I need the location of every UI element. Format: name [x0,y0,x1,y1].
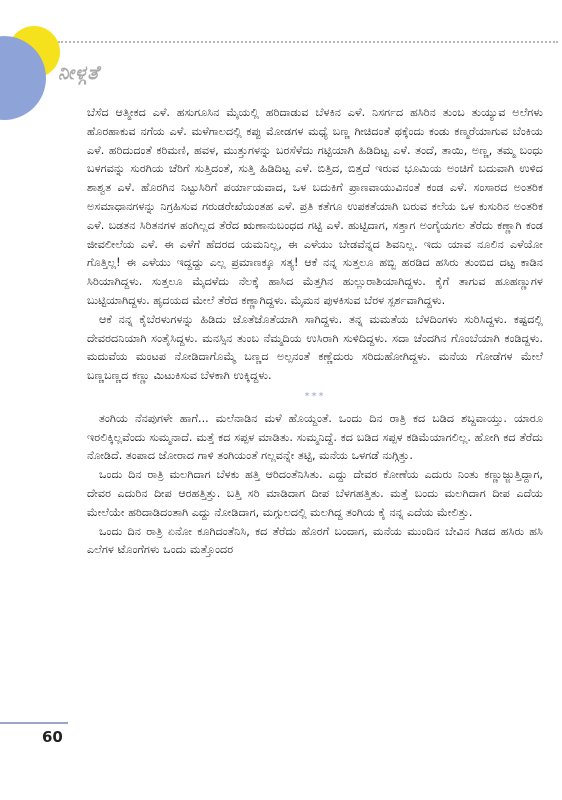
footer-rule [0,722,68,724]
header-dotted-rule [58,41,558,43]
paragraph: ಒಂದು ದಿನ ರಾತ್ರಿ ಮಲಗಿದಾಗ ಬೆಳಕು ಹತ್ತಿ ಆರಿದಂತೆನಿಸಿತು. ಎದ್ದು ದೇವರ ಕೋಣೆಯ ಎದುರು ನಿಂತು ಕಣ್ಣುಜ್ಜುತ್ತಿದ್ದಾಗ, ದೇವರ ಎದುರಿನ ದೀಪ ಆರಹತ್ತಿತ್ತು. ಬತ್ತಿ ಸರಿ ಮಾಡಿದಾಗ ದೀಪ ಬೆಳಗಹತ್ತಿತು. ಮತ್ತೆ ಬಂದು ಮಲಗಿದಾಗ ದೀಪ ಎದೆಯ ಮೇಲೆಯೇ ಹರಿದಾಡಿದಂತಾಗಿ ಎದ್ದು ನೋಡಿದಾಗ, ಮಗ್ಗುಲದಲ್ಲಿ ಮಲಗಿದ್ದ ತಂಗಿಯ ಕೈ ನನ್ನ ಎದೆಯ ಮೇಲಿತ್ತು. [87,468,543,519]
article-body [87,104,543,560]
section-title: ನೀಳ್ಗತೆ [58,62,100,84]
paragraph: ತಂಗಿಯ ನೆನಪುಗಳೇ ಹಾಗೆ... ಮಲೆನಾಡಿನ ಮಳೆ ಹೊಯ್ದಂತೆ. ಒಂದು ದಿನ ರಾತ್ರಿ ಕದ ಬಡಿದ ಶಬ್ದವಾಯ್ತು. ಯಾರೂ ಇರಲಿಕ್ಕಿಲ್ಲವೆಂದು ಸುಮ್ಮನಾದೆ. ಮತ್ತೆ ಕದ ಸಪ್ಪಳ ಮಾಡಿತು. ಸುಮ್ಮನಿದ್ದೆ. ಕದ ಬಡಿದ ಸಪ್ಪಳ ಕಡಿಮೆಯಾಗಲಿಲ್ಲ. ಹೋಗಿ ಕದ ತೆರೆದು ನೋಡಿದೆ. ತಂಪಾದ ಜೋರಾದ ಗಾಳಿ ತಂಗಿಯಂತೆ ಗಲ್ಲವನ್ನೇ ತಟ್ಟಿ, ಮನೆಯ ಒಳಗಡೆ ನುಗ್ಗಿತ್ತು. [87,411,543,463]
paragraph: ಒಂದು ದಿನ ರಾತ್ರಿ ಏನೋ ಕೂಗಿದಂತೆನಿಸಿ, ಕದ ತೆರೆದು ಹೊರಗೆ ಬಂದಾಗ, ಮನೆಯ ಮುಂದಿನ ಬೇವಿನ ಗಿಡದ ಹಸಿರು ಹಸಿ ಎಲೆಗಳ ಟೊಂಗೆಗಳು ಒಂದು ಮತ್ತೊಂದರ [87,524,543,557]
section-break: *** [304,390,326,402]
paragraph: ಬೆಸೆದ ಆತ್ಮೀಕದ ಎಳೆ. ಹಸುಗೂಸಿನ ಮೈಯಲ್ಲಿ ಹರಿದಾಡುವ ಬೆಳಕಿನ ಎಳೆ. ನಿಸರ್ಗದ ಹಸಿರಿನ ತುಂಬ ತುಯ್ಯುವ ಅಲೆಗಳು ಹೊರಹಾಕುವ ನಗೆಯ ಎಳೆ. ಮಳೆಗಾಲದಲ್ಲಿ ಕಪ್ಪು ಮೋಡಗಳ ಮಧ್ಯೆ ಬಣ್ಣ ಗೀಚಿದಂತೆ ಥಕ್ಕೆಂದು ಕಂಡು ಕಣ್ಮರೆಯಾಗುವ ಬೆಂಕಿಯ ಎಳೆ. ಹರಿದುದಂತೆ ಕರಿಮಣಿ, ಹವಳ, ಮುತ್ತುಗಳನ್ನು ಬರಸೆಳೆದು ಗಟ್ಟಿಯಾಗಿ ಹಿಡಿದಿಟ್ಟ ಎಳೆ. ತಂದೆ, ತಾಯಿ, ಅಣ್ಣ, ತಮ್ಮ ಬಂಧು ಬಳಗವನ್ನು ಸುರಗಿಯ ಚೆರಿಗೆ ಸುತ್ತಿದಂತೆ, ಸುತ್ತಿ ಹಿಡಿದಿಟ್ಟ ಎಳೆ. ಬಿತ್ತಿದ, ಬಿತ್ತದೆ ಇರುವ ಭೂಮಿಯ ಅಂಚಿಗೆ ಬದುವಾಗಿ ಉಳಿದ ಶಾಶ್ವತ ಎಳೆ. ಹೊರಗಿನ ನಿಟ್ಟುಸಿರಿಗೆ ಪರ್ಯಾಯವಾದ, ಒಳ ಬದುಕಿಗೆ ಪ್ರಾಣವಾಯುವಿನಂತೆ ಕಂಡ ಎಳೆ. ಸಂಸಾರದ ಅಂತರಿಕ ಅಸಮಾಧಾನಗಳನ್ನು ನಿಗ್ರಹಿಸುವ ಗರುಡರೇಖೆಯಂತಹ ಎಳೆ. ಪ್ರತಿ ಕತೆಗೂ ಉಪಕತೆಯಾಗಿ ಬರುವ ಕಲೆಯ ಒಳ ಕುಸುರಿನ ಅಂತರಿಕ ಎಳೆ. ಬಡತನ ಸಿರಿತನಗಳ ಹಂಗಿಲ್ಲದ ತೆರೆದ ಋಣಾನುಬಂಧದ ಗಟ್ಟಿ ಎಳೆ. ಹುಟ್ಟಿದಾಗ, ಸತ್ತಾಗ ಅಂಗೈಯಗಲ ತೆರೆದು ಕಣ್ಣಾಗಿ ಕಂಡ ಜೀವಲೀಲೆಯ ಎಳೆ. ಈ ಎಳೆಗೆ ಹೆದರದ ಯಮನಿಲ್ಲ, ಈ ಎಳೆಯು ಬೇಡವೆನ್ನದ ಶಿವನಿಲ್ಲ. ಇದು ಯಾವ ನೂಲಿನ ಎಳೆಯೋ ಗೊತ್ತಿಲ್ಲ! ಈ ಎಳೆಯು ಇದ್ದದ್ದು ಎಲ್ಲ ಪ್ರಮಾಣಕ್ಕೂ ಸತ್ಯ! ಆಕೆ ನನ್ನ ಸುತ್ತಲೂ ಹಬ್ಬಿ ಹರಡಿದ ಹಸಿರು ತುಂಬಿದ ದಟ್ಟ ಕಾಡಿನ ಸಿರಿಯಾಗಿದ್ದಳು. ಸುತ್ತಲೂ ಮೈದಳೆದು ನೆಲಕ್ಕೆ ಹಾಸಿದ ಮೆತ್ತಗಿನ ಹುಲ್ಲುರಾಶಿಯಾಗಿದ್ದಳು. ಕೈಗೆ ತಾಗುವ ಹೂಹಣ್ಣುಗಳ ಬುಟ್ಟಿಯಾಗಿದ್ದಳು. ಹೃದಯದ ಮೇಲೆ ತೆರೆದ ಕಣ್ಣಾಗಿದ್ದಳು. ಮೈಮನ ಪುಳಕಿಸುವ ಬೆರಳ ಸ್ಪರ್ಶವಾಗಿದ್ದಳು. [87,106,543,307]
page-number: 60 [42,728,63,746]
paragraph: ಆಕೆ ನನ್ನ ಕೈಬೆರಳುಗಳನ್ನು ಹಿಡಿದು ಜೊತೆಜೊತೆಯಾಗಿ ಸಾಗಿದ್ದಳು. ತನ್ನ ಮಮತೆಯ ಬೆಳದಿಂಗಳು ಸುರಿಸಿದ್ದಳು. ಕಷ್ಟದಲ್ಲಿ ದೇವರದನಿಯಾಗಿ ಸಂತೈಸಿದ್ದಳು. ಮನಸ್ಸಿನ ತುಂಬ ನೆಮ್ಮದಿಯ ಉಸಿರಾಗಿ ಸುಳಿದಿದ್ದಳು. ಸದಾ ಚೆಂದಗಿನ ಗೊಂಬೆಯಾಗಿ ಕಂಡಿದ್ದಳು. ಮದುವೆಯ ಮಂಟಪ ನೋಡಿದಾಗೊಮ್ಮೆ ಬಣ್ಣದ ಅಲ್ಪನಂತೆ ಕಣ್ಣೆದುರು ಸರಿದುಹೋಗಿದ್ದಳು. ಮನೆಯ ಗೋಡೆಗಳ ಮೇಲೆ ಬಣ್ಣಬಣ್ಣದ ಕಣ್ಣು ಮಿಟುಕಿಸುವ ಬೆಳಕಾಗಿ ಉಕ್ಕಿದ್ದಳು. [87,312,543,383]
